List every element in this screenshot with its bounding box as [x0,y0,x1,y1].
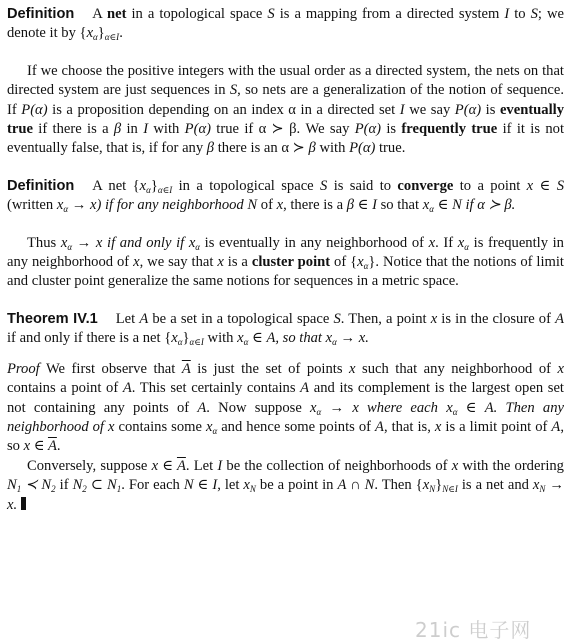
theorem-heading: Theorem IV.1 [7,310,98,327]
watermark-logo: 21ic 电子网 [415,618,532,642]
proof-converse: Conversely, suppose x ∈ $\overline{A}$. Let I be the collection of neighborhoods of x with the ordering $N_1$ ≺ $N_2$ if $N_2$ ⊂ $N_1$. For each N ∈ I, let $x_N$ be a point in A ∩ N. Then $\{x_N\}_{N\in I}$ is a net and $x_N \to x$. [7,457,564,513]
definition-net: Definition A net in a topological space S is a mapping from a directed system I to S; we denote it by $\{x_\alpha\}_{\alpha\in I}$. [7,6,564,43]
proof-label: Proof [7,360,40,377]
term-converge: converge [397,177,454,194]
qed-mark [21,497,26,510]
definition-converge: Definition A net $\{x_\alpha\}_{\alpha\in I}$ in a topological space S is said to converge to a point x ∈ S (written $x_\alpha \to x$) if for any neighborhood N of x, there is a β ∈ I so that $x_\alpha$ ∈ N if α ≻ β. [7,177,564,215]
textbook-page [7,5,564,515]
proof-paragraph: Proof We first observe that $\overline{A}$ is just the set of points x such that any neighborhood of x contains a point of A. This set certainly contains A and its complement is the largest open set not containing any points of A. Now suppose $x_\alpha \to x$ where each $x_\alpha$ ∈ A. Then any neighborhood of x contains some $x_\alpha$ and hence some points of A, that is, x is a limit point of A, so x ∈ $\overline{A}$. [7,360,564,455]
paragraph-eventually-frequently: If we choose the positive integers with the usual order as a directed system, the nets on that directed system are just sequences in S, so nets are a generalization of the notion of sequence. If P(α) is a proposition depending on an index α in a directed set I we say P(α) is eventually true if there is a β in I with P(α) true if α ≻ β. We say P(α) is frequently true if it is not eventually false, that is, if for any β there is an α ≻ β with P(α) true. [7,62,565,157]
theorem-iv1: Theorem IV.1 Let A be a set in a topological space S. Then, a point x is in the closure of A if and only if there is a net $\{x_\alpha\}_{\alpha\in I}$ with $x_\alpha$ ∈ A, so that $x_\alpha \to x$. [7,310,564,348]
term-eventually-true: eventually true [7,101,565,138]
term-cluster-point: cluster point [251,254,331,271]
definition-heading: Definition [7,6,75,22]
term-net: net [107,6,127,22]
definition-heading: Definition [7,177,75,194]
term-frequently-true: frequently true [401,121,498,138]
paragraph-cluster-point: Thus $x_\alpha \to x$ if and only if $x_\alpha$ is eventually in any neighborhood of x. If $x_\alpha$ is frequently in any neighborhood of x, we say that x is a cluster point of $\{x_\alpha\}$. Notice that the notions of limit and cluster point generalize the same notions for sequences in a metric space. [7,234,564,290]
closure-symbol: $\overline{A}$ [181,360,191,377]
